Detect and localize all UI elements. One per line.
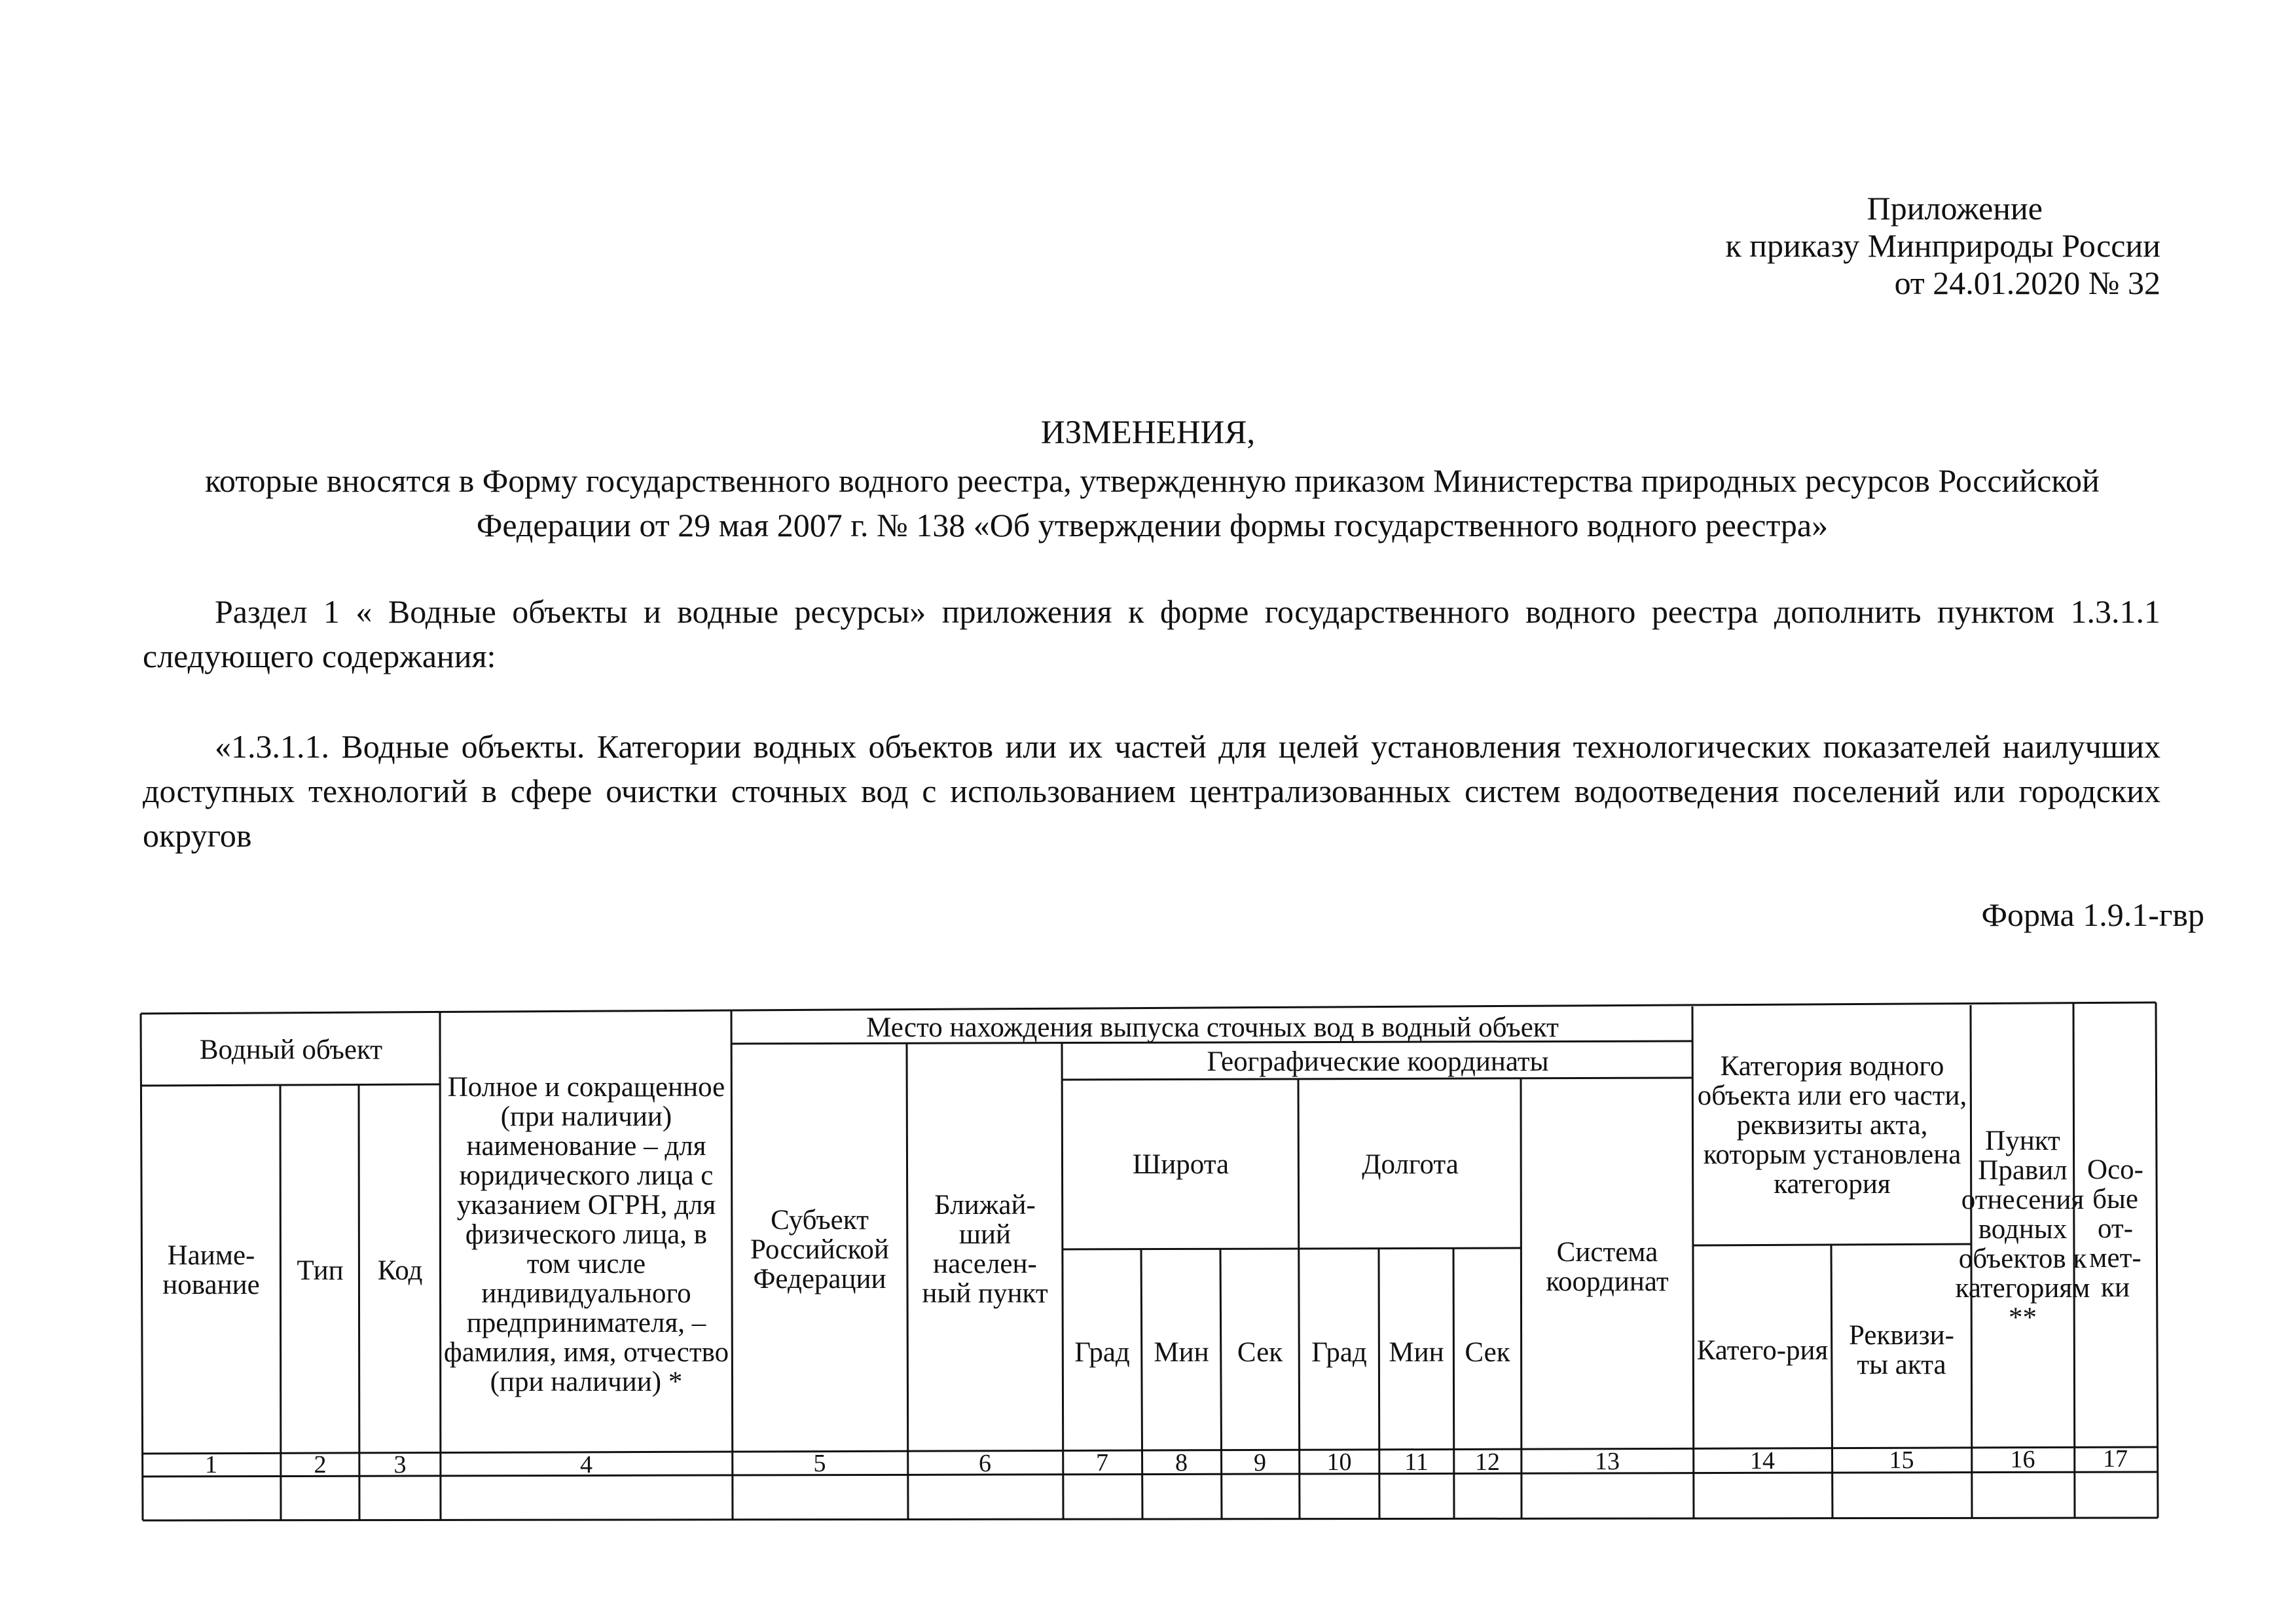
header-coord-system: Система координат bbox=[1546, 1237, 1669, 1297]
appendix-block bbox=[1725, 190, 2160, 302]
header-lat-deg: Град bbox=[1074, 1336, 1130, 1368]
header-lon-sec: Сек bbox=[1465, 1336, 1510, 1368]
column-number-2: 2 bbox=[314, 1451, 327, 1478]
header-category-group: Категория водного объекта или его части, реквизиты акта, которым установлена категория bbox=[1697, 1051, 1967, 1200]
column-number-15: 15 bbox=[1889, 1446, 1914, 1474]
form-number: Форма 1.9.1-гвр bbox=[1981, 896, 2204, 933]
column-number-13: 13 bbox=[1595, 1448, 1620, 1475]
header-geo-coordinates: Географические координаты bbox=[1207, 1046, 1549, 1077]
header-notes: Осо-бые от-мет-ки bbox=[2087, 1154, 2143, 1303]
document-title: ИЗМЕНЕНИЯ, bbox=[1040, 414, 1256, 451]
column-number-7: 7 bbox=[1096, 1449, 1108, 1477]
header-rule-item: Пункт Правил отнесения водных объектов к категориям ** bbox=[1955, 1126, 2090, 1333]
column-number-3: 3 bbox=[393, 1451, 407, 1478]
column-number-14: 14 bbox=[1750, 1447, 1775, 1475]
column-number-16: 16 bbox=[2010, 1446, 2035, 1473]
paragraph-item-1-3-1-1: «1.3.1.1. Водные объекты. Категории водных объектов или их частей для целей установления технологических показателей наилучших доступных технологий в сфере очистки сточных вод с использованием централизованных систем водоотведения поселений или городских округов bbox=[143, 728, 2160, 854]
appendix-line-3: от 24.01.2020 № 32 bbox=[1894, 265, 2160, 301]
header-lat-sec: Сек bbox=[1237, 1336, 1283, 1368]
column-number-12: 12 bbox=[1475, 1448, 1500, 1476]
header-latitude: Широта bbox=[1132, 1148, 1230, 1180]
column-number-6: 6 bbox=[979, 1450, 991, 1477]
document-subtitle: которые вносятся в Форму государственного водного реестра, утвержденную приказом Министерства природных ресурсов Российской Федерации от 29 мая 2007 г. № 138 «Об утверждении формы государственного водного реестра» bbox=[205, 462, 2100, 543]
header-code: Код bbox=[377, 1255, 423, 1286]
header-lat-min: Мин bbox=[1154, 1336, 1209, 1368]
column-number-1: 1 bbox=[205, 1451, 217, 1478]
column-number-17: 17 bbox=[2103, 1445, 2128, 1473]
paragraph-section-1: Раздел 1 « Водные объекты и водные ресурсы» приложения к форме государственного водного реестра дополнить пунктом 1.3.1.1 следующего содержания: bbox=[143, 593, 2160, 674]
header-subject: Субъект Российской Федерации bbox=[750, 1204, 889, 1295]
header-category: Катего-рия bbox=[1696, 1334, 1829, 1366]
header-longitude: Долгота bbox=[1362, 1148, 1459, 1180]
column-number-8: 8 bbox=[1175, 1449, 1188, 1477]
header-lon-min: Мин bbox=[1389, 1336, 1444, 1368]
header-water-object: Водный объект bbox=[199, 1034, 383, 1065]
header-act: Реквизи-ты акта bbox=[1849, 1320, 1954, 1380]
header-type: Тип bbox=[297, 1255, 344, 1286]
column-number-4: 4 bbox=[580, 1451, 592, 1478]
appendix-line-2: к приказу Минприроды России bbox=[1725, 227, 2160, 264]
column-number-5: 5 bbox=[813, 1450, 826, 1477]
column-number-10: 10 bbox=[1326, 1448, 1352, 1476]
header-owner: Полное и сокращенное (при наличии) наименование – для юридического лица с указанием ОГРН, для физического лица, в том числе индивидуального предпринимателя, – фамилия, имя, отчество (при наличии) * bbox=[443, 1071, 729, 1397]
header-settlement: Ближай-ший населен-ный пункт bbox=[922, 1190, 1048, 1309]
header-location: Место нахождения выпуска сточных вод в водный объект bbox=[866, 1012, 1559, 1043]
column-number-11: 11 bbox=[1404, 1448, 1429, 1476]
appendix-line-1: Приложение bbox=[1867, 190, 2043, 227]
header-name: Наиме-нование bbox=[162, 1240, 260, 1300]
header-lon-deg: Град bbox=[1311, 1336, 1367, 1368]
column-number-9: 9 bbox=[1254, 1449, 1266, 1477]
